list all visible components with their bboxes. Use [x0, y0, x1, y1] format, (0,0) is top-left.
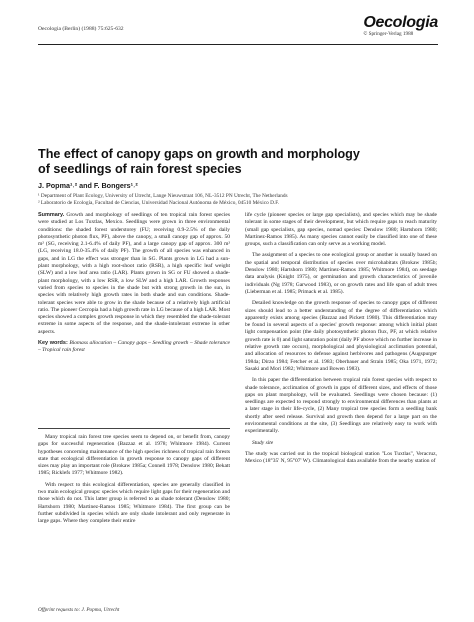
abstract-text: Growth and morphology of seedlings of ten tropical rain forest species were studied at Los Tuxtlas, Mexico. Seedlings were grown in three environmental conditions: the shaded forest understorey (FU; receiving 0.9-2.5% of the daily photosynthetic photon flux, PF), above the canopy, a small canopy gap of approx. 50 m² (SG, receiving 2.1-6.4% of daily PF), and a large canopy gap of approx. 300 m² (LG, receiving 18.0-35.4% of daily PF). The growth of all species was enhanced in gaps, and in LG the effect was stronger than in SG. Plants grown in LG had a sun-plant morphology, with a high root-shoot ratio (RSR), a high specific leaf weight (SLW) and a low leaf area ratio (LAR). Plants grown in SG or FU showed a shade-plant morphology, with a low RSR, a low SLW and a high LAR. Growth responses varied from species to species in the shade but with strong growth in the sun, in species with relatively high growth rates in both shade and sun conditions. Shade-tolerant species were able to grow in the shade because of a relatively high artificial ratio. The pioneer Cecropia had a high growth rate in LG because of a high LAR. Most species showed a complex growth response in which they resembled the shade-tolerant extreme in some aspects of the response, and the shade-intolerant extreme in other aspects. [38, 212, 230, 335]
title-line-1: The effect of canopy gaps on growth and morphology [38, 147, 360, 161]
body-right-column [245, 212, 437, 470]
body-paragraph: Detailed knowledge on the growth response of species to canopy gaps of different sizes should lead to a better understanding of the degree of differentiation which apparently exists among species (Bazzaz and Pickett 1980). This differentiation may be found in several aspects of a species' growth response: among which initial plant light compensation point (the daily photosynthetic photon flux, PF, at which relative growth rate is 0) and light saturation point (daily PF above which no further increase in relative growth rate occurs), morphological and physiological acclimation potential, and allocation of resources to defense against herbivores and pathogens (Augspurger 1984a; Dirzo 1984; Fetcher et al. 1983; Oberbauer and Strain 1985; Oka 1971, 1972; Sasaki and Mori 1982; Whitmore and Bowen 1983). [245, 300, 437, 372]
body-paragraph: The study was carried out in the tropical biological station "Los Tuxtlas", Veracruz, Mexico (18°35' N, 95°07' W). Climatological data available from the nearby station of [245, 450, 437, 465]
abstract-rule [38, 428, 230, 429]
body-paragraph: life cycle (pioneer species or large gap specialists), and species which may be shade tolerant in some stages of their development, but which require gaps to reach maturity (small gap specialists, gap species, nomad species: Denslow 1980; Hartshorn 1980; Martinez-Ramos 1985). As many species cannot easily be classified into one of these groups, such a classification can only serve as a working model. [245, 212, 437, 248]
abstract [38, 212, 230, 355]
journal-citation: Oecologia (Berlin) (1988) 75:625-632 [38, 26, 124, 32]
authors: J. Popma¹˒² and F. Bongers¹˒² [38, 181, 138, 190]
body-paragraph: With respect to this ecological differentiation, species are generally classified in two main ecological groups: species which require light gaps for their regeneration and those which do not. This latter group is referred to as shade tolerant (Denslow 1980; Hartshorn 1980; Martinez-Ramos 1985; Whitmore 1984). The first group can be further subdivided in species which are only shade intolerant and only regenerate in large gaps. Where they complete their entire [38, 481, 230, 525]
section-heading: Study site [252, 439, 274, 446]
keywords-label: Key words: [38, 340, 68, 347]
abstract-paragraph [38, 212, 230, 336]
title-line-2: of seedlings of rain forest species [38, 161, 242, 176]
keywords-values: Biomass allocation – Canopy gaps – Seedling growth – Shade tolerance – Tropical rain forest [38, 340, 230, 354]
affiliation-1: ¹ Department of Plant Ecology, University of Utrecht, Lange Nieuwstraat 106, NL-3512 PN Utrecht, The Netherlands [38, 193, 288, 199]
article-title [38, 147, 438, 176]
body-left-column [38, 434, 230, 530]
offprint-footnote: Offprint requests to: J. Popma, Utrecht [38, 607, 120, 613]
journal-logo [363, 14, 438, 37]
body-paragraph: The assignment of a species to one ecological group or another is usually based on the spatial and temporal distribution of species over microhabitats (Brokaw 1985b; Denslow 1980; Hartshorn 1980; Martinez-Ramos 1985; Whitmore 1984), on seedage data analysis (Knight 1975), or germination and growth characteristics of juvenile individuals (Ng 1978; Garwood 1983), or on growth rates and life span of adult trees (Lieberman et al. 1985; Primack et al. 1985). [245, 252, 437, 295]
header-rule [38, 44, 438, 45]
abstract-label: Summary. [38, 212, 65, 218]
body-paragraph: In this paper the differentiation between tropical rain forest species with respect to shade tolerance, acclimation of growth in gaps of different sizes, and effects of those gaps on plant morphology, will be evaluated. Seedlings were chosen because: (1) seedlings are expected to respond strongly to environmental differences than plants at a later stage in their life-cycle, (2) Many tropical tree species form a seedling bank shortly after seed release. Survival and growth then depend for a large part on the environmental conditions at the site, (3) Seedlings are relatively easy to work with experimentally. [245, 377, 437, 435]
copyright-line: © Springer-Verlag 1988 [363, 31, 414, 37]
journal-logo-name: Oecologia [363, 14, 438, 31]
body-paragraph: Many tropical rain forest tree species seem to depend on, or benefit from, canopy gaps for successful regeneration (Bazzaz et al. 1978; Whitmore 1984). Current hypotheses concerning maintenance of the high species richness of tropical rain forests state that ecological differentiation in growth response to canopy gaps of different sizes may play an important role (Brokaw 1985a; Connell 1978; Denslow 1980; Bekatt 1985; Ricklefs 1977; Whitmore 1982). [38, 434, 230, 477]
keywords [38, 340, 230, 355]
affiliation-2: ² Laboratorio de Ecología, Facultad de Ciencias, Universidad Nacional Autónoma de México, 04510 México D.F. [38, 200, 280, 206]
